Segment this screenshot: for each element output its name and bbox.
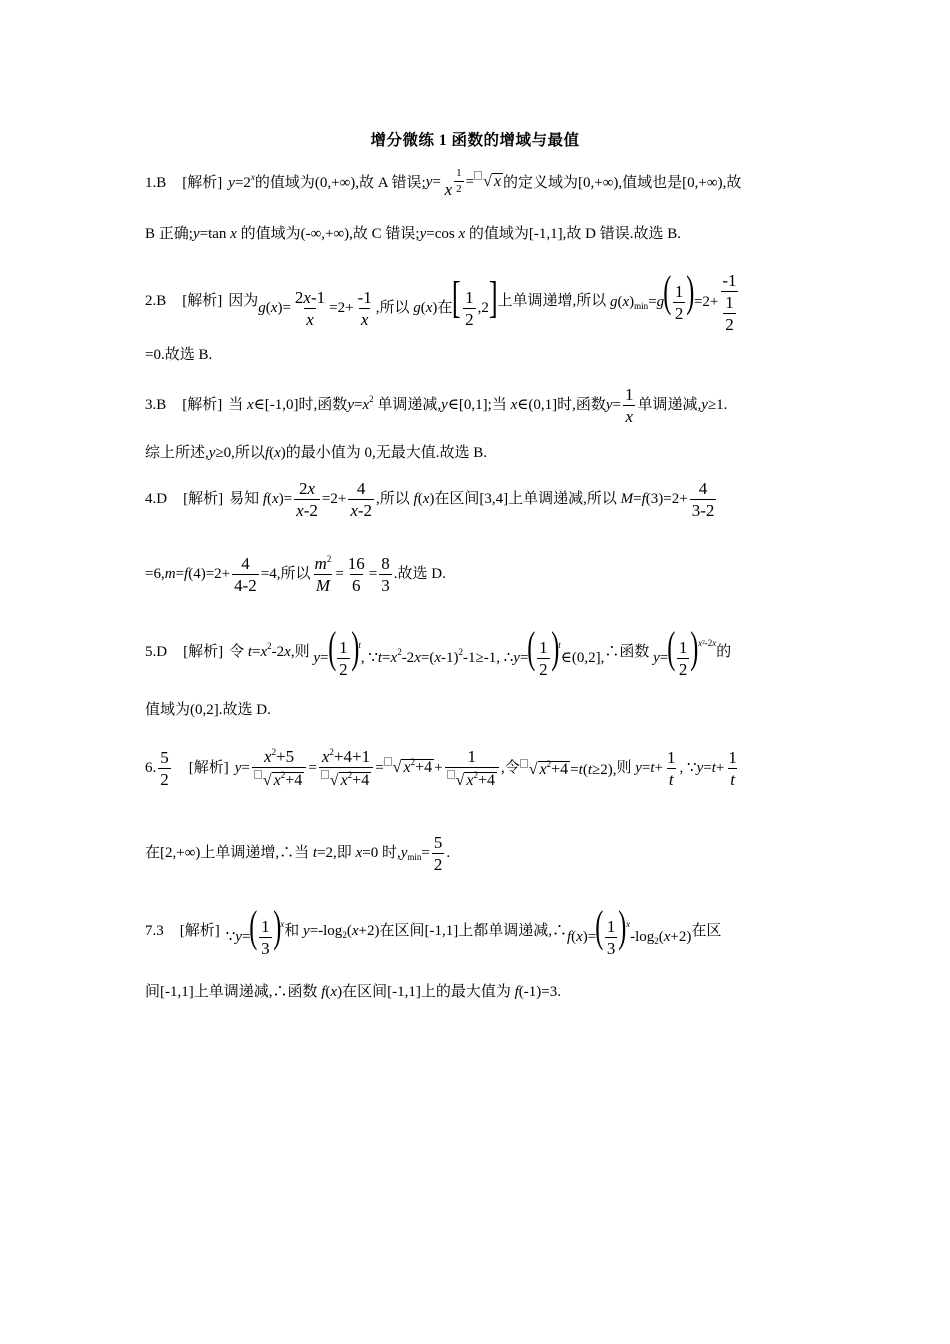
math: =6,m=f(4)=2+ $\frac{4}{4-2}$ =4, <box>145 554 281 595</box>
math: t=2, <box>312 845 337 861</box>
analysis-tag: [解析] <box>182 293 223 310</box>
math: f(x) <box>413 491 435 507</box>
answer-7-line-2 <box>145 985 810 1000</box>
text: B 正确; <box>145 226 193 242</box>
answer-5-line-2 <box>145 703 810 718</box>
answer-3-line-2 <box>145 446 810 461</box>
text: 当 <box>228 397 244 413</box>
math: f(x) <box>321 984 343 1000</box>
math: $y=-\log_2(x+2)$ <box>303 922 380 940</box>
math: √ $x^2+4$ =t(t≥2), <box>520 759 617 778</box>
text: 则 <box>616 760 632 776</box>
answer-4-line-2 <box>145 555 810 594</box>
text: 时, <box>381 845 401 861</box>
text: 和 <box>284 922 300 939</box>
answer-6-line-1 <box>145 748 810 789</box>
text: 即 <box>336 845 352 861</box>
math: y= x $\frac{1}{2}$ = √ x <box>425 167 502 199</box>
answer-number: 5.D <box>145 643 168 660</box>
text: 的定义域为[0,+∞),值域也是[0,+∞),故 <box>503 174 742 191</box>
math: f(x)=( $\frac{1}{3}$ )$^x-\log_2(x+2)$ <box>566 902 692 959</box>
math: M=f(3)=2+ $\frac{4}{3-2}$ <box>620 479 715 520</box>
answer-1-line-1 <box>145 168 810 198</box>
math: y=( $\frac{1}{2}$ )$^t$, $\because t=x^2-2x=(x-1)^2-1\ge-1$, ∴y=( $\frac{1}{2}$ )$^t$∈(0,2], <box>313 623 605 680</box>
answer-2-line-2 <box>145 348 810 363</box>
math: y≥0, <box>208 445 235 461</box>
math: y= $\frac{1}{x}$ <box>605 385 634 426</box>
text: 上单调递增,所以 <box>497 293 607 310</box>
text: 的值域为[-1,1],故 D 错误.故选 B. <box>468 226 681 242</box>
math: $y=2^x$ <box>228 171 255 191</box>
text: 当 <box>491 397 507 413</box>
text: ∴函数 <box>604 643 650 660</box>
math: $\frac{m^2}{M}$ = $\frac{16}{6}$ = $\frac{8}{3}$ . <box>314 554 398 595</box>
math: g(x)= $\frac{2x-1}{x}$ =2+ $\frac{-1}{x}$ ,所以 g(x)在[ $\frac{1}{2}$ ,2] <box>258 272 498 329</box>
answer-4-line-1 <box>145 480 810 519</box>
text: 时,函数 <box>298 397 348 413</box>
text: 单调递减, <box>377 397 442 413</box>
text: 值域为(0,2].故选 D. <box>145 702 271 718</box>
answer-6-line-2 <box>145 834 810 873</box>
math: $g(x)_{min}=g$( $\frac{1}{2}$ )=2+ $\frac{-1}{\frac{1}{2}}$ <box>610 267 737 335</box>
text: 综上所述, <box>145 445 209 461</box>
text: 在区间[-1,1]上的最大值为 <box>342 984 511 1000</box>
math: $y_{min}=$ $\frac{5}{2}$ . <box>400 833 451 874</box>
math: f(-1)=3. <box>514 984 561 1000</box>
answer-5-line-1 <box>145 623 810 680</box>
math: y=( $\frac{1}{2}$ )$^{x^2-2x}$ <box>653 623 717 680</box>
text: 令 <box>229 643 245 660</box>
text: 的最小值为 0,无最大值.故选 B. <box>285 445 488 461</box>
analysis-tag: [解析] <box>183 491 224 507</box>
analysis-tag: [解析] <box>188 760 229 776</box>
text: 因为 <box>228 293 259 310</box>
math: $y=x^2$ <box>347 394 374 413</box>
math: ∵y=( $\frac{1}{3}$ )$^x$ <box>225 902 285 959</box>
text: 在区间[3,4]上单调递减,所以 <box>434 491 617 507</box>
analysis-tag: [解析] <box>179 922 220 939</box>
math: y= $x^2+5$ √ $x^2+4$ = $x^2+4+1$ √ $x^2+4$ = √ $x^2+4$ + 1 √ $x^2+4$ , <box>234 747 505 789</box>
math: x∈(0,1] <box>510 397 558 413</box>
text: 的 <box>716 643 732 660</box>
answer-1-line-2 <box>145 227 810 242</box>
text: 的值域为(-∞,+∞),故 C 错误; <box>240 226 420 242</box>
analysis-tag: [解析] <box>182 397 223 413</box>
answer-3-line-1 <box>145 386 810 425</box>
text: 在区 <box>691 922 722 939</box>
answer-7-line-1 <box>145 902 810 959</box>
math: $\frac{5}{2}$ <box>160 748 169 789</box>
answer-number: 1.B <box>145 174 167 191</box>
text: 易知 <box>229 491 260 507</box>
text: 时,函数 <box>557 397 606 413</box>
text: 则 <box>294 643 310 660</box>
text: 所以 <box>379 491 410 507</box>
answer-2-line-1 <box>145 267 810 335</box>
text: 在[2,+∞)上单调递增,∴当 <box>145 845 310 861</box>
text: 在区间[-1,1]上都单调递减,∴ <box>379 922 567 939</box>
text: 故选 D. <box>397 566 446 582</box>
math: f(x) <box>264 445 286 461</box>
math: y=tan x <box>192 226 237 242</box>
text: =0.故选 B. <box>145 347 213 363</box>
answer-number: 2.B <box>145 293 167 310</box>
text: 单调递减, <box>637 397 702 413</box>
answer-number: 4.D <box>145 491 168 507</box>
math: x∈[-1,0] <box>247 397 299 413</box>
math: x=0 <box>355 845 382 861</box>
math: y≥1. <box>701 397 728 413</box>
math: y=cos x <box>419 226 466 242</box>
analysis-tag: [解析] <box>182 174 223 191</box>
math: f(x)= $\frac{2x}{x-2}$ =2+ $\frac{4}{x-2}$ , <box>262 479 380 520</box>
math: $t=x^2-2x$, <box>247 640 295 660</box>
answer-number: 3.B <box>145 397 167 413</box>
answer-number: 7.3 <box>145 922 164 939</box>
math: y=t+ $\frac{1}{t}$ , ∵y=t+ $\frac{1}{t}$ <box>635 748 737 789</box>
page-title: 增分微练 1 函数的增域与最值 <box>370 132 580 149</box>
text: 的值域为(0,+∞),故 A 错误; <box>254 174 426 191</box>
math: y∈[0,1]; <box>441 397 492 413</box>
text: 间[-1,1]上单调递减,∴函数 <box>145 984 318 1000</box>
analysis-tag: [解析] <box>183 643 224 660</box>
text: 令 <box>504 760 520 776</box>
text: 所以 <box>280 566 311 582</box>
text: 所以 <box>234 445 265 461</box>
answer-number: 6. <box>145 760 157 776</box>
